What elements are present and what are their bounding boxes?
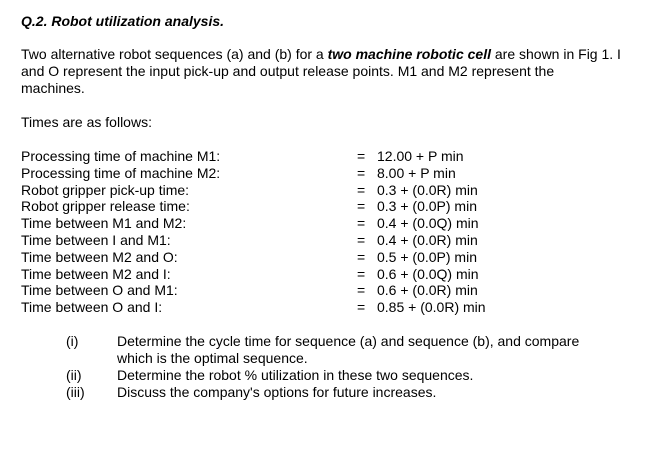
time-row (21, 165, 541, 182)
equals-sign: = (357, 164, 366, 181)
time-row (21, 232, 541, 249)
equals-sign: = (357, 181, 366, 198)
intro-paragraph (21, 46, 621, 97)
time-value: 0.4 + (0.0R) min (377, 231, 478, 248)
time-row (21, 148, 541, 165)
time-row (21, 182, 541, 199)
equals-sign: = (357, 148, 366, 164)
question-text: Determine the robot % utilization in these two sequences. (117, 367, 474, 383)
question-item (66, 384, 626, 401)
equals-sign: = (357, 215, 366, 232)
question-number: (ii) (66, 367, 82, 383)
equals-sign: = (357, 282, 366, 299)
time-label: Robot gripper release time: (21, 198, 190, 215)
time-label: Time between M1 and M2: (21, 215, 187, 232)
question-list (66, 333, 626, 401)
time-value: 0.85 + (0.0R) min (377, 299, 486, 316)
equals-sign: = (357, 248, 366, 265)
time-value: 0.3 + (0.0P) min (377, 198, 477, 215)
question-text: Determine the cycle time for sequence (a) and sequence (b), and compare which is the optimal sequence. (117, 333, 580, 366)
time-row (21, 198, 541, 215)
intro-text-start: Two alternative robot sequences (a) and (b) for a (21, 46, 328, 62)
time-label: Time between M2 and I: (21, 265, 171, 282)
time-row (21, 249, 541, 266)
question-item (66, 367, 626, 384)
time-value: 0.4 + (0.0Q) min (377, 215, 479, 232)
time-label: Time between I and M1: (21, 231, 171, 248)
intro-text-end: are shown in Fig 1. I and O represent the input pick-up and output release points. M1 and M2 represent the machines. (21, 46, 621, 96)
times-label: Times are as follows: (21, 114, 152, 130)
time-label: Time between O and I: (21, 299, 163, 316)
time-value: 8.00 + P min (377, 164, 456, 181)
time-label: Robot gripper pick-up time: (21, 181, 190, 198)
question-number: (iii) (66, 384, 85, 400)
equals-sign: = (357, 231, 366, 248)
time-value: 0.6 + (0.0Q) min (377, 265, 479, 282)
time-row (21, 282, 541, 299)
time-row (21, 299, 541, 316)
time-label: Processing time of machine M1: (21, 148, 221, 164)
times-table (21, 148, 541, 316)
time-label: Time between M2 and O: (21, 248, 178, 265)
question-item (66, 333, 626, 367)
time-label: Processing time of machine M2: (21, 164, 221, 181)
question-text: Discuss the company's options for future increases. (117, 384, 437, 400)
time-value: 0.5 + (0.0P) min (377, 248, 477, 265)
equals-sign: = (357, 198, 366, 215)
question-number: (i) (66, 333, 79, 349)
time-label: Time between O and M1: (21, 282, 178, 299)
time-value: 0.3 + (0.0R) min (377, 181, 478, 198)
equals-sign: = (357, 265, 366, 282)
intro-emphasis: two machine robotic cell (327, 46, 491, 62)
time-row (21, 215, 541, 232)
equals-sign: = (357, 299, 366, 316)
question-heading: Q.2. Robot utilization analysis. (21, 13, 225, 29)
time-row (21, 266, 541, 283)
time-value: 0.6 + (0.0R) min (377, 282, 478, 299)
time-value: 12.00 + P min (377, 148, 464, 164)
